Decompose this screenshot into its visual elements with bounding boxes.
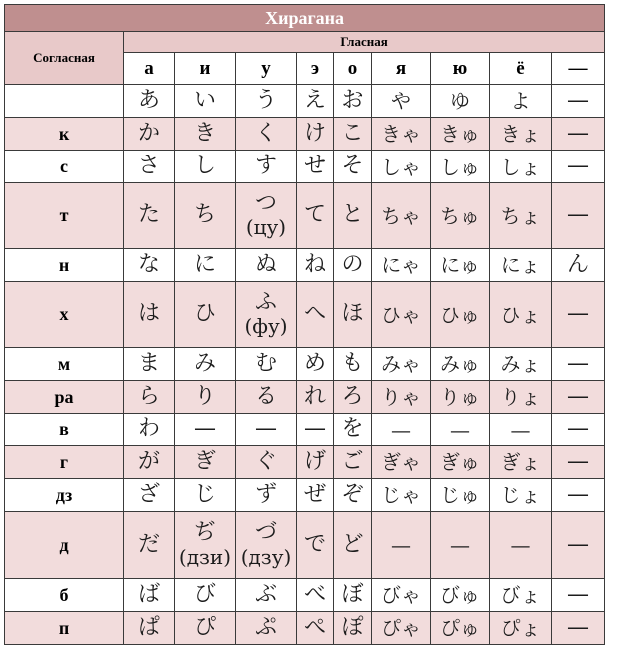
kana-char: ぢ xyxy=(193,520,216,546)
kana-cell xyxy=(236,612,297,645)
kana-cell xyxy=(334,414,372,446)
kana-char: ぜ xyxy=(303,481,326,507)
kana-cell xyxy=(297,381,334,414)
kana-char: ぽ xyxy=(341,614,364,640)
kana-char: しょ xyxy=(500,154,541,179)
kana-cell xyxy=(334,479,372,512)
kana-char: び xyxy=(193,581,216,607)
kana-char: ほ xyxy=(341,301,364,327)
table-row xyxy=(5,348,605,381)
vowel-yo: ё xyxy=(490,53,552,85)
kana-char: ちゅ xyxy=(440,203,480,228)
kana-char: に xyxy=(193,251,216,277)
kana-char: — xyxy=(567,301,590,327)
kana-char: ぎょ xyxy=(500,450,541,474)
kana-cell xyxy=(236,479,297,512)
kana-cell xyxy=(297,479,334,512)
kana-cell xyxy=(297,612,334,645)
kana-char: ね xyxy=(303,251,326,277)
kana-cell xyxy=(431,348,490,381)
kana-char: ちょ xyxy=(500,203,541,228)
kana-char: — xyxy=(255,416,277,442)
kana-char: じょ xyxy=(500,483,541,507)
kana-cell xyxy=(297,249,334,282)
table-row xyxy=(5,151,605,183)
kana-char: ふ xyxy=(254,289,277,315)
kana-char: ぱ xyxy=(137,614,160,640)
kana-char: — xyxy=(510,533,531,557)
kana-cell xyxy=(124,348,175,381)
kana-cell xyxy=(431,183,490,249)
kana-char: も xyxy=(341,350,364,376)
kana-char: ぞ xyxy=(341,481,364,507)
kana-char: づ xyxy=(254,520,277,546)
vowel-yu: ю xyxy=(431,53,490,85)
kana-cell xyxy=(236,118,297,151)
kana-char: — xyxy=(567,87,590,113)
kana-char: せ xyxy=(303,153,326,179)
kana-cell xyxy=(372,579,431,612)
kana-cell xyxy=(297,446,334,479)
consonant-label: т xyxy=(5,183,124,249)
kana-char: — xyxy=(567,383,590,409)
kana-cell xyxy=(552,85,605,118)
kana-char: い xyxy=(193,87,216,113)
kana-cell xyxy=(431,414,490,446)
kana-cell xyxy=(297,579,334,612)
kana-cell xyxy=(175,183,236,249)
kana-cell xyxy=(236,381,297,414)
kana-char: — xyxy=(567,448,590,474)
kana-char: ぐ xyxy=(254,448,277,474)
kana-char: みゅ xyxy=(440,352,480,376)
table-row xyxy=(5,479,605,512)
consonant-label: б xyxy=(5,579,124,612)
consonant-header: Согласная xyxy=(5,32,124,85)
kana-char: — xyxy=(567,120,590,146)
kana-char: じゅ xyxy=(440,483,480,507)
kana-cell xyxy=(124,479,175,512)
kana-char: きょ xyxy=(500,122,541,146)
kana-char: ひょ xyxy=(500,302,541,327)
kana-char: と xyxy=(341,202,364,228)
kana-cell xyxy=(431,579,490,612)
kana-char: そ xyxy=(341,153,364,179)
kana-cell xyxy=(297,85,334,118)
kana-char: ぺ xyxy=(303,614,326,640)
kana-cell xyxy=(490,151,552,183)
kana-char: ざ xyxy=(137,481,160,507)
consonant-label: к xyxy=(5,118,124,151)
kana-char: りょ xyxy=(500,385,541,409)
kana-char: — xyxy=(567,416,590,442)
table-row xyxy=(5,183,605,249)
kana-cell xyxy=(175,579,236,612)
kana-char: へ xyxy=(303,301,326,327)
kana-cell xyxy=(334,85,372,118)
kana-char: — xyxy=(391,533,411,557)
kana-cell xyxy=(431,85,490,118)
consonant-label: с xyxy=(5,151,124,183)
kana-char: ろ xyxy=(341,383,364,409)
kana-char: け xyxy=(303,120,326,146)
kana-cell xyxy=(124,612,175,645)
kana-cell xyxy=(552,151,605,183)
consonant-label: ра xyxy=(5,381,124,414)
kana-char: ぎゃ xyxy=(381,450,421,474)
kana-cell xyxy=(297,282,334,348)
kana-cell xyxy=(334,249,372,282)
kana-cell xyxy=(175,118,236,151)
kana-char: な xyxy=(137,251,160,277)
kana-cell xyxy=(124,151,175,183)
kana-char: ち xyxy=(193,202,216,228)
kana-char: しゃ xyxy=(381,154,421,179)
kana-char: の xyxy=(341,251,364,277)
kana-char: ぼ xyxy=(341,581,364,607)
kana-cell xyxy=(490,249,552,282)
kana-char: — xyxy=(304,416,326,442)
kana-cell xyxy=(552,512,605,579)
kana-char: ちゃ xyxy=(381,203,421,228)
kana-cell xyxy=(297,118,334,151)
kana-cell xyxy=(236,183,297,249)
kana-char: — xyxy=(450,533,470,557)
kana-char: — xyxy=(567,350,590,376)
kana-reading: (цу) xyxy=(245,215,287,240)
kana-char: む xyxy=(254,350,277,376)
kana-char: は xyxy=(137,301,160,327)
kana-char: し xyxy=(193,153,216,179)
kana-cell xyxy=(334,118,372,151)
kana-char: — xyxy=(510,417,531,442)
kana-cell xyxy=(490,579,552,612)
kana-cell xyxy=(372,151,431,183)
kana-char: きゃ xyxy=(381,122,421,146)
table-body xyxy=(5,85,605,645)
kana-cell xyxy=(490,479,552,512)
kana-cell xyxy=(334,579,372,612)
kana-cell xyxy=(175,479,236,512)
kana-cell xyxy=(490,612,552,645)
kana-char: — xyxy=(567,531,590,557)
hiragana-table xyxy=(4,4,605,645)
kana-cell xyxy=(552,612,605,645)
kana-cell xyxy=(372,479,431,512)
kana-char: ぴゅ xyxy=(440,616,480,640)
kana-char: きゅ xyxy=(440,122,480,146)
kana-reading: (дзу) xyxy=(240,544,292,569)
kana-char: す xyxy=(254,153,277,179)
kana-cell xyxy=(490,381,552,414)
table-row xyxy=(5,118,605,151)
kana-cell xyxy=(372,446,431,479)
table-row xyxy=(5,579,605,612)
kana-cell xyxy=(372,183,431,249)
kana-cell xyxy=(124,249,175,282)
kana-cell xyxy=(175,85,236,118)
kana-cell xyxy=(236,512,297,579)
kana-cell xyxy=(431,282,490,348)
table-row xyxy=(5,85,605,118)
kana-cell xyxy=(297,512,334,579)
kana-cell xyxy=(490,512,552,579)
kana-cell xyxy=(124,381,175,414)
kana-char: びゅ xyxy=(440,583,480,607)
kana-char: ぎ xyxy=(193,448,216,474)
kana-char: りゃ xyxy=(381,385,421,409)
kana-cell xyxy=(552,479,605,512)
kana-reading: (дзи) xyxy=(178,544,232,569)
kana-cell xyxy=(236,282,297,348)
consonant-label: п xyxy=(5,612,124,645)
kana-char: だ xyxy=(137,531,160,557)
vowel-o: о xyxy=(334,53,372,85)
kana-cell xyxy=(175,282,236,348)
kana-char: あ xyxy=(137,87,160,113)
kana-char: じゃ xyxy=(381,483,421,507)
kana-cell xyxy=(236,579,297,612)
kana-cell xyxy=(552,446,605,479)
vowel-ya: я xyxy=(372,53,431,85)
kana-char: にょ xyxy=(500,253,541,277)
kana-cell xyxy=(431,249,490,282)
kana-char: ぴ xyxy=(193,614,216,640)
kana-char: — xyxy=(567,202,590,228)
kana-char: — xyxy=(194,416,216,442)
kana-cell xyxy=(552,579,605,612)
kana-char: — xyxy=(450,417,470,442)
consonant-label: г xyxy=(5,446,124,479)
kana-cell xyxy=(175,151,236,183)
kana-char: よ xyxy=(510,89,531,113)
kana-cell xyxy=(431,612,490,645)
kana-char: さ xyxy=(137,153,160,179)
kana-cell xyxy=(334,446,372,479)
consonant-label: х xyxy=(5,282,124,348)
kana-char: にゅ xyxy=(440,253,480,277)
table-row xyxy=(5,446,605,479)
kana-char: ゆ xyxy=(450,89,470,113)
kana-char: ず xyxy=(254,481,277,507)
kana-char: びょ xyxy=(500,583,541,607)
kana-char: た xyxy=(137,202,160,228)
kana-cell xyxy=(124,512,175,579)
kana-char: げ xyxy=(303,448,326,474)
kana-cell xyxy=(552,282,605,348)
kana-cell xyxy=(236,446,297,479)
kana-cell xyxy=(297,183,334,249)
kana-char: ぴゃ xyxy=(381,616,421,640)
kana-cell xyxy=(372,118,431,151)
kana-cell xyxy=(175,249,236,282)
kana-cell xyxy=(175,381,236,414)
vowel-none: — xyxy=(552,53,605,85)
consonant-label xyxy=(5,85,124,118)
consonant-label: д xyxy=(5,512,124,579)
kana-char: ぴょ xyxy=(500,616,541,640)
kana-char: — xyxy=(567,481,590,507)
table-row xyxy=(5,612,605,645)
kana-cell xyxy=(490,85,552,118)
kana-char: — xyxy=(567,614,590,640)
kana-cell xyxy=(175,348,236,381)
kana-cell xyxy=(552,183,605,249)
kana-char: き xyxy=(193,120,216,146)
kana-cell xyxy=(334,183,372,249)
kana-char: く xyxy=(254,120,277,146)
vowel-e: э xyxy=(297,53,334,85)
kana-char: み xyxy=(193,350,216,376)
table-row xyxy=(5,249,605,282)
kana-cell xyxy=(372,414,431,446)
table-title: Хирагана xyxy=(5,5,605,32)
kana-char: — xyxy=(567,153,590,179)
kana-cell xyxy=(490,183,552,249)
kana-cell xyxy=(124,118,175,151)
kana-cell xyxy=(552,249,605,282)
vowel-u: у xyxy=(236,53,297,85)
kana-cell xyxy=(175,612,236,645)
kana-cell xyxy=(431,512,490,579)
kana-cell xyxy=(431,381,490,414)
kana-cell xyxy=(334,348,372,381)
kana-char: にゃ xyxy=(381,253,421,277)
kana-char: ひゅ xyxy=(440,302,480,327)
kana-char: で xyxy=(303,531,326,557)
kana-char: ひ xyxy=(193,301,216,327)
kana-char: が xyxy=(137,448,160,474)
kana-cell xyxy=(431,151,490,183)
kana-cell xyxy=(124,414,175,446)
table-row xyxy=(5,512,605,579)
kana-char: ら xyxy=(137,383,160,409)
kana-cell xyxy=(236,151,297,183)
kana-cell xyxy=(490,414,552,446)
kana-cell xyxy=(372,381,431,414)
table-row xyxy=(5,282,605,348)
kana-char: — xyxy=(567,581,590,607)
kana-char: を xyxy=(341,416,364,442)
kana-char: みょ xyxy=(500,352,541,376)
kana-cell xyxy=(431,446,490,479)
kana-cell xyxy=(334,282,372,348)
kana-cell xyxy=(297,151,334,183)
kana-char: ひゃ xyxy=(381,302,421,327)
kana-cell xyxy=(490,446,552,479)
kana-cell xyxy=(175,512,236,579)
kana-char: え xyxy=(303,87,326,113)
kana-cell xyxy=(124,183,175,249)
kana-char: ば xyxy=(137,581,160,607)
kana-char: ぶ xyxy=(254,581,277,607)
kana-cell xyxy=(431,118,490,151)
kana-cell xyxy=(124,579,175,612)
kana-cell xyxy=(490,282,552,348)
kana-cell xyxy=(124,446,175,479)
kana-char: ぬ xyxy=(254,251,277,277)
kana-char: て xyxy=(303,202,326,228)
kana-cell xyxy=(490,348,552,381)
table-row xyxy=(5,381,605,414)
kana-char: め xyxy=(303,350,326,376)
kana-cell xyxy=(490,118,552,151)
kana-char: びゃ xyxy=(381,583,421,607)
kana-char: う xyxy=(254,87,277,113)
kana-char: — xyxy=(391,417,411,442)
kana-cell xyxy=(552,118,605,151)
kana-cell xyxy=(334,151,372,183)
kana-cell xyxy=(175,414,236,446)
kana-cell xyxy=(297,414,334,446)
kana-char: や xyxy=(391,89,411,113)
kana-char: ぎゅ xyxy=(440,450,480,474)
kana-char: れ xyxy=(303,383,326,409)
kana-cell xyxy=(552,348,605,381)
kana-cell xyxy=(124,85,175,118)
kana-cell xyxy=(431,479,490,512)
kana-char: つ xyxy=(254,190,277,216)
consonant-label: дз xyxy=(5,479,124,512)
kana-char: こ xyxy=(341,120,364,146)
kana-cell xyxy=(175,446,236,479)
kana-cell xyxy=(236,85,297,118)
kana-cell xyxy=(236,348,297,381)
kana-char: ん xyxy=(567,251,590,277)
kana-char: ど xyxy=(341,531,364,557)
vowel-header: Гласная xyxy=(124,32,605,53)
kana-char: お xyxy=(341,87,364,113)
kana-char: べ xyxy=(303,581,326,607)
kana-char: る xyxy=(254,383,277,409)
kana-cell xyxy=(124,282,175,348)
vowel-i: и xyxy=(175,53,236,85)
kana-char: り xyxy=(193,383,216,409)
kana-char: しゅ xyxy=(440,154,480,179)
vowel-a: а xyxy=(124,53,175,85)
kana-cell xyxy=(372,249,431,282)
table-row xyxy=(5,414,605,446)
kana-cell xyxy=(372,612,431,645)
kana-cell xyxy=(552,414,605,446)
kana-cell xyxy=(236,414,297,446)
kana-char: ぷ xyxy=(254,614,277,640)
kana-char: わ xyxy=(137,416,160,442)
kana-char: みゃ xyxy=(381,352,421,376)
kana-char: じ xyxy=(193,481,216,507)
kana-cell xyxy=(334,381,372,414)
consonant-label: м xyxy=(5,348,124,381)
kana-cell xyxy=(297,348,334,381)
kana-char: ご xyxy=(341,448,364,474)
kana-cell xyxy=(334,612,372,645)
kana-cell xyxy=(372,85,431,118)
kana-cell xyxy=(236,249,297,282)
consonant-label: в xyxy=(5,414,124,446)
kana-cell xyxy=(372,348,431,381)
kana-cell xyxy=(334,512,372,579)
kana-char: りゅ xyxy=(440,385,480,409)
kana-cell xyxy=(552,381,605,414)
kana-reading: (фу) xyxy=(244,314,288,339)
kana-char: ま xyxy=(137,350,160,376)
kana-char: か xyxy=(137,120,160,146)
consonant-label: н xyxy=(5,249,124,282)
kana-cell xyxy=(372,282,431,348)
kana-cell xyxy=(372,512,431,579)
